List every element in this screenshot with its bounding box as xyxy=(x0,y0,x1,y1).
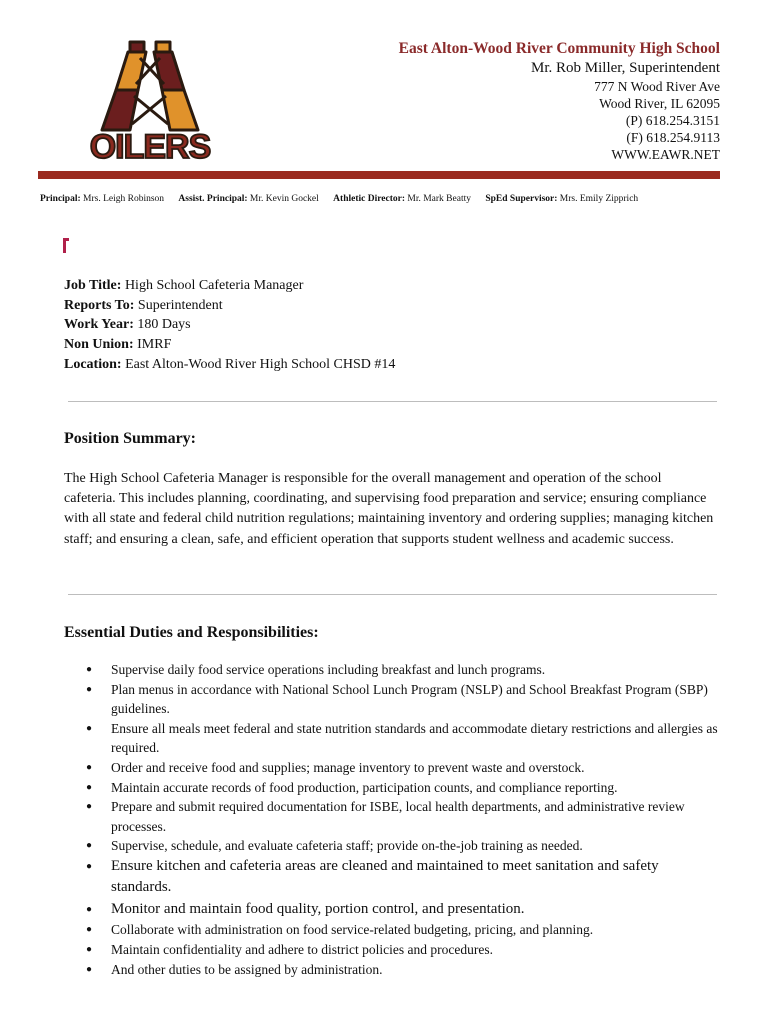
staff-line xyxy=(40,194,650,204)
list-item: ● Order and receive food and supplies; manage inventory to prevent waste and overstock. xyxy=(64,758,720,778)
school-name: East Alton-Wood River Community High School xyxy=(398,40,720,57)
list-item: ● And other duties to be assigned by administration. xyxy=(64,960,720,980)
list-item: ● Prepare and submit required documentation for ISBE, local health departments, and administrative review processes. xyxy=(64,797,720,836)
duties-heading: Essential Duties and Responsibilities: xyxy=(64,624,319,641)
staff-athletic-director: Athletic Director: Mr. Mark Beatty xyxy=(333,194,471,204)
list-item: ● Collaborate with administration on food service-related budgeting, pricing, and planning. xyxy=(64,920,720,940)
oilers-logo xyxy=(80,34,220,170)
list-item: ● Plan menus in accordance with National School Lunch Program (NSLP) and School Breakfast Program (SBP) guidelines. xyxy=(64,680,720,719)
list-item: ● Maintain accurate records of food production, participation counts, and compliance reporting. xyxy=(64,778,720,798)
reports-to-line: Reports To: Superintendent xyxy=(64,297,223,313)
phone: (P) 618.254.3151 xyxy=(625,113,720,128)
list-item: ● Maintain confidentiality and adhere to district policies and procedures. xyxy=(64,940,720,960)
logo-wordmark: OILERS xyxy=(89,128,211,166)
staff-assist-principal: Assist. Principal: Mr. Kevin Gockel xyxy=(178,194,319,204)
superintendent: Mr. Rob Miller, Superintendent xyxy=(531,60,720,76)
job-details xyxy=(64,276,395,375)
list-item: ● Supervise, schedule, and evaluate cafeteria staff; provide on-the-job training as needed. xyxy=(64,836,720,856)
address-line-1: 777 N Wood River Ave xyxy=(594,79,720,94)
text-cursor xyxy=(63,238,66,253)
location-line: Location: East Alton-Wood River High School CHSD #14 xyxy=(64,356,396,372)
list-item: ● Monitor and maintain food quality, portion control, and presentation. xyxy=(64,899,720,921)
non-union-line: Non Union: IMRF xyxy=(64,337,172,353)
position-summary-heading: Position Summary: xyxy=(64,430,196,447)
address-line-2: Wood River, IL 62095 xyxy=(599,96,720,111)
school-contact-block xyxy=(399,40,720,163)
work-year-line: Work Year: 180 Days xyxy=(64,317,191,333)
position-summary-text: The High School Cafeteria Manager is responsible for the overall management and operation of the school cafeteria. This includes planning, coordinating, and supervising food preparation and service; ensuring compliance with all state and federal child nutrition regulations; maintaining inventory and ordering supplies; managing kitchen staff; and ensuring a clean, safe, and efficient operation that supports student wellness and academic success. xyxy=(64,471,714,547)
divider xyxy=(68,401,717,402)
fax: (F) 618.254.9113 xyxy=(626,130,720,145)
divider xyxy=(68,594,717,595)
list-item: ● Ensure all meals meet federal and state nutrition standards and accommodate dietary restrictions and allergies as required. xyxy=(64,719,720,758)
staff-principal: Principal: Mrs. Leigh Robinson xyxy=(40,194,165,204)
header-divider-bar xyxy=(38,171,720,179)
website: WWW.EAWR.NET xyxy=(611,147,720,162)
duties-list xyxy=(64,660,720,979)
list-item: ● Supervise daily food service operations including breakfast and lunch programs. xyxy=(64,660,720,680)
list-item: ● Ensure kitchen and cafeteria areas are cleaned and maintained to meet sanitation and safety standards. xyxy=(64,856,720,899)
job-title-line: Job Title: High School Cafeteria Manager xyxy=(64,278,304,293)
staff-sped-supervisor: SpEd Supervisor: Mrs. Emily Zipprich xyxy=(485,194,639,204)
